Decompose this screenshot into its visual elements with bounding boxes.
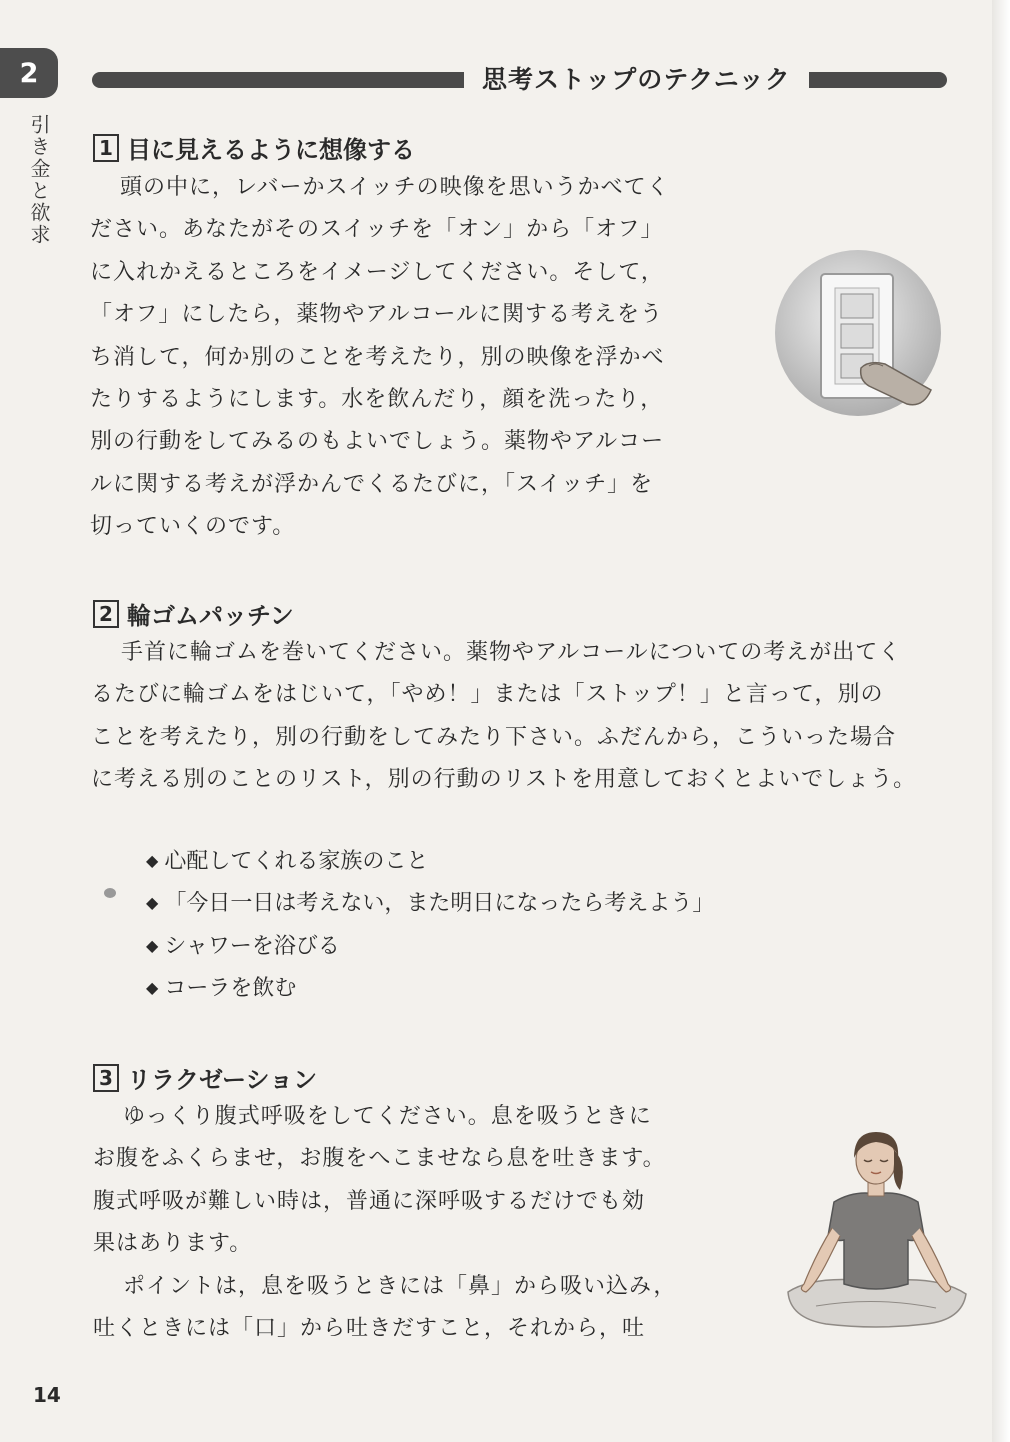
section3-heading bbox=[93, 1060, 317, 1095]
section1-line: ださい。あなたがそのスイッチを「オン」から「オフ」 bbox=[90, 217, 664, 243]
list-item bbox=[146, 969, 714, 1011]
section3-body bbox=[93, 1091, 676, 1345]
page-title: 思考ストップのテクニック bbox=[464, 60, 809, 100]
paper-speck bbox=[104, 888, 116, 898]
list-item-text: 「今日一日は考えない，また明日になったら考えよう」 bbox=[164, 891, 715, 917]
section3-line: 果はあります。 bbox=[93, 1231, 253, 1257]
section3-line: 吐くときには「口」から吐きだすこと，それから，吐 bbox=[93, 1315, 646, 1341]
chapter-label: 引き金と欲求 bbox=[27, 114, 51, 246]
section2-line: ことを考えたり，別の行動をしてみたり下さい。ふだんから，こういった場合 bbox=[91, 724, 897, 750]
section1-line: 頭の中に，レバーかスイッチの映像を思いうかべてく bbox=[120, 175, 670, 200]
section1-body bbox=[90, 162, 670, 544]
list-item bbox=[146, 927, 714, 969]
section3-line: お腹をふくらませ，お腹をへこませなら息を吐きます。 bbox=[93, 1146, 666, 1172]
section1-line: に入れかえるところをイメージしてください。そして， bbox=[90, 259, 664, 285]
diamond-bullet-icon: ◆ bbox=[146, 851, 159, 870]
diamond-bullet-icon: ◆ bbox=[146, 935, 159, 955]
example-list bbox=[146, 842, 714, 1011]
section1-line: たりするようにします。水を飲んだり，顔を洗ったり， bbox=[90, 386, 664, 412]
section1-heading bbox=[93, 130, 415, 165]
diamond-bullet-icon: ◆ bbox=[146, 977, 159, 997]
section1-line: 「オフ」にしたら，薬物やアルコールに関する考えをう bbox=[90, 302, 664, 328]
section2-heading bbox=[93, 596, 294, 631]
chapter-number: 2 bbox=[19, 57, 39, 89]
section1-number: 1 bbox=[93, 134, 119, 162]
section2-body bbox=[91, 627, 916, 796]
section2-number: 2 bbox=[93, 600, 119, 628]
section3-line: ポイントは，息を吸うときには「鼻」から吸い込み， bbox=[123, 1273, 677, 1299]
section1-title: 目に見えるように想像する bbox=[127, 136, 415, 164]
meditating-woman-illustration bbox=[776, 1124, 976, 1340]
list-item bbox=[146, 884, 714, 926]
section1-line: 別の行動をしてみるのもよいでしょう。薬物やアルコー bbox=[90, 429, 665, 455]
chapter-tab bbox=[0, 48, 58, 98]
page-number: 14 bbox=[33, 1383, 61, 1407]
page-edge bbox=[992, 0, 1010, 1442]
section3-line: ゆっくり腹式呼吸をしてください。息を吸うときに bbox=[123, 1104, 652, 1129]
section1-line: ルに関する考えが浮かんでくるたびに，「スイッチ」を bbox=[90, 471, 654, 497]
list-item-text: シャワーを浴びる bbox=[164, 933, 340, 959]
section1-line: 切っていくのです。 bbox=[90, 514, 296, 540]
section2-line: に考える別のことのリスト，別の行動のリストを用意しておくとよいでしょう。 bbox=[91, 766, 917, 792]
light-switch-illustration bbox=[773, 248, 943, 418]
list-item-text: コーラを飲む bbox=[164, 975, 297, 1001]
title-bar bbox=[92, 66, 947, 100]
diamond-bullet-icon: ◆ bbox=[146, 893, 159, 913]
section3-line: 腹式呼吸が難しい時は，普通に深呼吸するだけでも効 bbox=[93, 1188, 646, 1214]
list-item-text: 心配してくれる家族のこと bbox=[164, 849, 429, 874]
section2-line: るたびに輪ゴムをはじいて，「やめ！」または「ストップ！」と言って，別の bbox=[91, 682, 884, 708]
section3-title: リラクゼーション bbox=[127, 1066, 318, 1094]
section1-line: ち消して，何か別のことを考えたり，別の映像を浮かべ bbox=[90, 344, 665, 370]
section2-title: 輪ゴムパッチン bbox=[127, 602, 294, 630]
section2-line: 手首に輪ゴムを巻いてください。薬物やアルコールについての考えが出てく bbox=[121, 640, 902, 665]
section3-number: 3 bbox=[93, 1064, 119, 1092]
list-item bbox=[146, 842, 714, 884]
